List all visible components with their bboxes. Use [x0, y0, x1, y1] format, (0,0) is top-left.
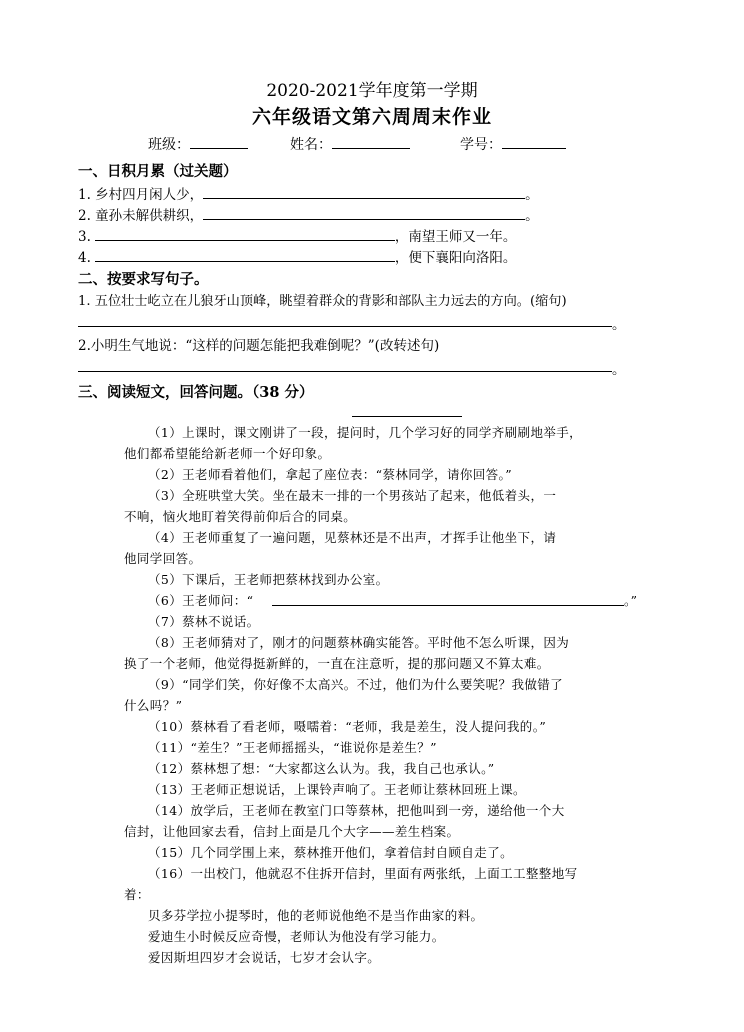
- passage-line: （1）上课时，课文刚讲了一段，提问时，几个学习好的同学齐刷刷地举手，: [148, 425, 583, 440]
- passage-line: 爱因斯坦四岁才会说话，七岁才会认字。: [148, 950, 381, 965]
- name-field: [290, 134, 410, 154]
- passage-line: （2）王老师看着他们，拿起了座位表：“蔡林同学，请你回答。”: [148, 467, 512, 482]
- id-label: 学号：: [460, 137, 502, 153]
- s1-q2-end: 。: [525, 208, 539, 224]
- passage-line: 他们都希望能给新老师一个好印象。: [124, 446, 331, 461]
- s1-question-1: [78, 183, 539, 203]
- s2-question-1: 1. 五位壮士屹立在儿狼牙山顶峰，眺望着群众的背影和部队主力远去的方向。(缩句): [78, 294, 567, 309]
- s2-q2-answer-line[interactable]: [78, 371, 612, 372]
- passage-line: 着：: [124, 887, 150, 902]
- passage-line: （5）下课后，王老师把蔡林找到办公室。: [148, 572, 389, 587]
- passage-line: （4）王老师重复了一遍问题，见蔡林还是不出声，才挥手让他坐下，请: [148, 530, 557, 545]
- s2-q1-end: 。: [612, 317, 626, 333]
- passage-line: （9）“同学们笑，你好像不太高兴。不过，他们为什么要笑呢？我做错了: [148, 677, 564, 692]
- s1-q2-text: 2. 童孙未解供耕织，: [78, 208, 204, 224]
- passage-line: （7）蔡林不说话。: [148, 614, 260, 629]
- class-blank[interactable]: [190, 136, 248, 149]
- passage-line: 什么吗？”: [124, 698, 183, 713]
- s2-q1-answer-line[interactable]: [78, 326, 612, 327]
- s1-q4-blank[interactable]: [95, 248, 395, 262]
- passage-line: （13）王老师正想说话，上课铃声响了。王老师让蔡林回班上课。: [148, 782, 526, 797]
- s1-q3-blank[interactable]: [95, 227, 395, 241]
- passage-line: （14）放学后，王老师在教室门口等蔡林，把他叫到一旁，递给他一个大: [148, 803, 565, 818]
- class-field: [148, 134, 248, 154]
- passage-line: （3）全班哄堂大笑。坐在最末一排的一个男孩站了起来，他低着头，一: [148, 488, 557, 503]
- passage-line: （6）王老师问：“: [148, 593, 254, 608]
- s2-q2-end: 。: [612, 362, 626, 378]
- passage-line: 信封，让他回家去看，信封上面是几个大字——差生档案。: [124, 824, 460, 839]
- school-year: 2020-2021学年度第一学期: [266, 81, 478, 101]
- passage-line: （11）“差生？”王老师摇摇头，“谁说你是差生？”: [148, 740, 437, 755]
- s1-question-3: [78, 225, 516, 245]
- page-title: 六年级语文第六周周末作业: [251, 106, 492, 128]
- passage-line: 不响，恼火地盯着笑得前仰后合的同桌。: [124, 509, 357, 524]
- id-field: [460, 134, 566, 154]
- s1-question-4: [78, 246, 516, 266]
- name-blank[interactable]: [332, 136, 410, 149]
- passage-line: （8）王老师猜对了，刚才的问题蔡林确实能答。平时他不怎么听课，因为: [148, 635, 570, 650]
- section-1-heading: 一、日积月累（过关题）: [78, 163, 238, 180]
- passage-line: 贝多芬学拉小提琴时，他的老师说他绝不是当作曲家的料。: [148, 908, 484, 923]
- s1-q1-blank[interactable]: [203, 185, 525, 199]
- title-blank-line[interactable]: [352, 416, 462, 417]
- s1-question-2: [78, 204, 539, 224]
- passage-line: （15）几个同学围上来，蔡林推开他们，拿着信封自顾自走了。: [148, 845, 514, 860]
- section-2-heading: 二、按要求写句子。: [78, 271, 209, 288]
- s2-question-2: 2.小明生气地说：“这样的问题怎能把我难倒呢？”(改转述句): [78, 338, 440, 354]
- class-label: 班级：: [148, 137, 190, 153]
- s1-q4-num: 4.: [78, 250, 91, 266]
- s1-q4-text: ，便下襄阳向洛阳。: [394, 250, 517, 266]
- passage-line: 换了一个老师，他觉得挺新鲜的，一直在注意听，提的那问题又不算太难。: [124, 656, 550, 671]
- passage-line: 。”: [624, 593, 638, 608]
- s1-q3-text: ，南望王师又一年。: [394, 229, 517, 245]
- passage-line: （16）一出校门，他就忍不住拆开信封，里面有两张纸，上面工工整整地写: [148, 866, 578, 881]
- passage-line: （10）蔡林看了看老师，嗫嚅着：“老师，我是差生，没人提问我的。”: [148, 719, 547, 734]
- s1-q1-text: 1. 乡村四月闲人少，: [78, 187, 204, 203]
- s1-q1-end: 。: [525, 187, 539, 203]
- s1-q3-num: 3.: [78, 229, 91, 245]
- s1-q2-blank[interactable]: [203, 206, 525, 220]
- id-blank[interactable]: [502, 136, 566, 149]
- name-label: 姓名：: [290, 137, 332, 153]
- passage-line: （12）蔡林想了想：“大家都这么认为。我，我自己也承认。”: [148, 761, 495, 776]
- passage-line: 爱迪生小时候反应奇慢，老师认为他没有学习能力。: [148, 929, 445, 944]
- section-3-heading: 三、阅读短文，回答问题。（38 分）: [78, 384, 314, 401]
- passage-line: 他同学回答。: [124, 551, 202, 566]
- p6-answer-line[interactable]: [272, 605, 624, 606]
